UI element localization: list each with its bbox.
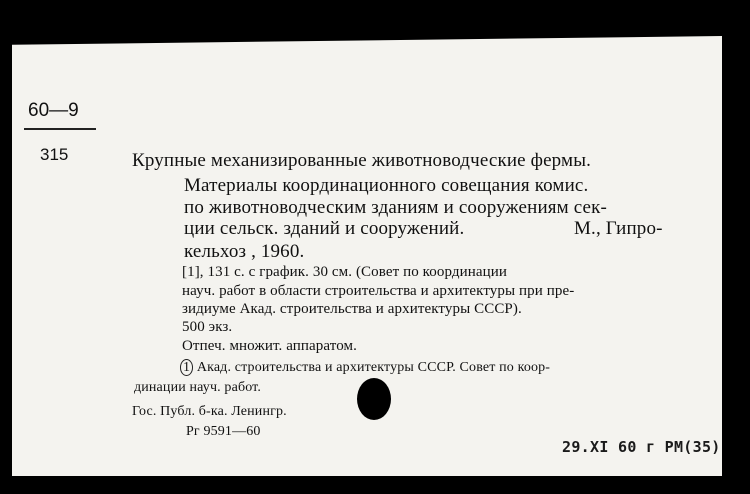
title-line-2: Материалы координационного совещания комис. [184, 175, 589, 196]
card-number: Рг 9591—60 [186, 424, 261, 439]
handwritten-note: 29.XI 60 г РМ(35) [562, 438, 721, 456]
library-name: Гос. Публ. б-ка. Ленингр. [132, 404, 287, 419]
author-mark: 315 [40, 145, 69, 164]
shelf-mark: 60—9 [28, 100, 79, 121]
collation-line-3: зидиуме Акад. строительства и архитектуры СССР). [182, 301, 522, 317]
tracing-entry [180, 361, 550, 375]
title-line-3: по животноводческим зданиям и сооружениям сек- [184, 197, 607, 218]
punch-hole [357, 378, 391, 420]
collation-line-4: 500 экз. [182, 319, 233, 335]
tracing-line-1: Акад. строительства и архитектуры СССР. Совет по коор- [196, 360, 551, 375]
title-line-5: кельхоз , 1960. [184, 241, 305, 262]
imprint-place: М., Гипро- [574, 218, 663, 239]
title-line-4: ции сельск. зданий и сооружений. [184, 218, 465, 239]
collation-line-1: [1], 131 с. с график. 30 см. (Совет по координации [182, 264, 508, 280]
tracing-number: 1 [180, 359, 193, 376]
tracing-line-2: динации науч. работ. [134, 380, 262, 395]
collation-line-2: науч. работ в области строительства и архитектуры при пре- [182, 283, 575, 299]
shelf-mark-rule [24, 128, 96, 130]
title-line-1: Крупные механизированные животноводческие фермы. [132, 150, 592, 171]
print-note: Отпеч. множит. аппаратом. [182, 338, 357, 354]
